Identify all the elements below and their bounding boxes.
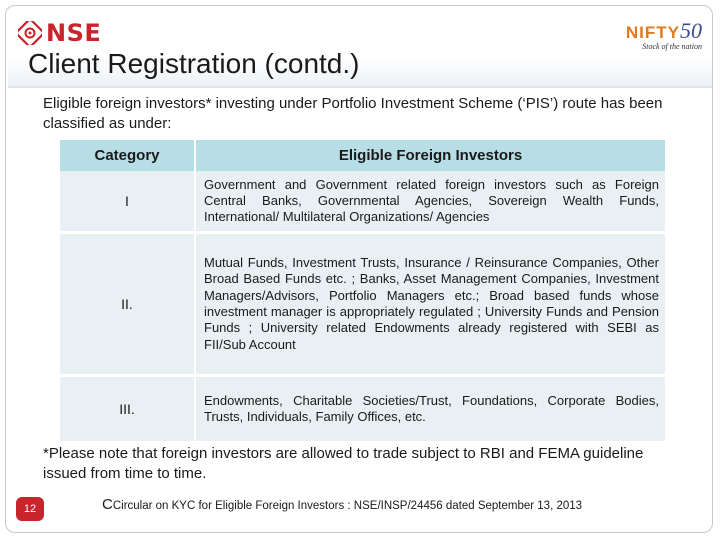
nifty-logo-number: 50 xyxy=(680,18,702,43)
intro-text: Eligible foreign investors* investing under Portfolio Investment Scheme (‘PIS’) route has been classified as under: xyxy=(43,95,663,132)
table-row xyxy=(60,231,665,374)
page-title: Client Registration (contd.) xyxy=(28,48,360,79)
circular-lead-letter: C xyxy=(102,496,113,513)
category-cell: I xyxy=(60,171,196,231)
investors-cell: Government and Government related foreign investors such as Foreign Central Banks, Governmental Agencies, Sovereign Wealth Funds, International/ Multilateral Organizations/ Agencies xyxy=(196,171,665,231)
nse-logo-text: NSE xyxy=(46,19,102,47)
column-header-investors: Eligible Foreign Investors xyxy=(196,140,665,171)
table-row xyxy=(60,374,665,441)
slide-header xyxy=(8,8,712,86)
table-row xyxy=(60,171,665,231)
nifty-tagline: Stock of the nation xyxy=(642,42,702,51)
nse-logo xyxy=(18,18,101,48)
circular-reference-text: Circular on KYC for Eligible Foreign Investors : NSE/INSP/24456 dated September 13, 2013 xyxy=(112,500,583,512)
header-divider xyxy=(8,86,712,88)
category-cell: III. xyxy=(60,374,196,441)
page-number-badge: 12 xyxy=(16,497,44,521)
category-cell: II. xyxy=(60,231,196,374)
nse-emblem-icon xyxy=(18,21,42,45)
circular-reference xyxy=(102,496,582,513)
footnote-text: *Please note that foreign investors are allowed to trade subject to RBI and FEMA guideline issued from time to time. xyxy=(43,445,644,482)
column-header-category: Category xyxy=(60,140,196,171)
nifty-logo xyxy=(612,18,702,64)
nifty-logo-word: NIFTY xyxy=(625,23,680,42)
investors-cell: Endowments, Charitable Societies/Trust, Foundations, Corporate Bodies, Trusts, Individuals, Family Offices, etc. xyxy=(196,374,665,441)
eligible-investors-table xyxy=(60,140,665,441)
investors-cell: Mutual Funds, Investment Trusts, Insurance / Reinsurance Companies, Other Broad Based Funds etc. ; Banks, Asset Management Companies, Investment Managers/Advisors, Portfolio Managers etc.; Broad based funds whose investment manager is appropriately regulated ; University Funds and Pension Funds ; University related Endowments already registered with SEBI as FII/Sub Account xyxy=(196,231,665,374)
table-header-row xyxy=(60,140,665,171)
